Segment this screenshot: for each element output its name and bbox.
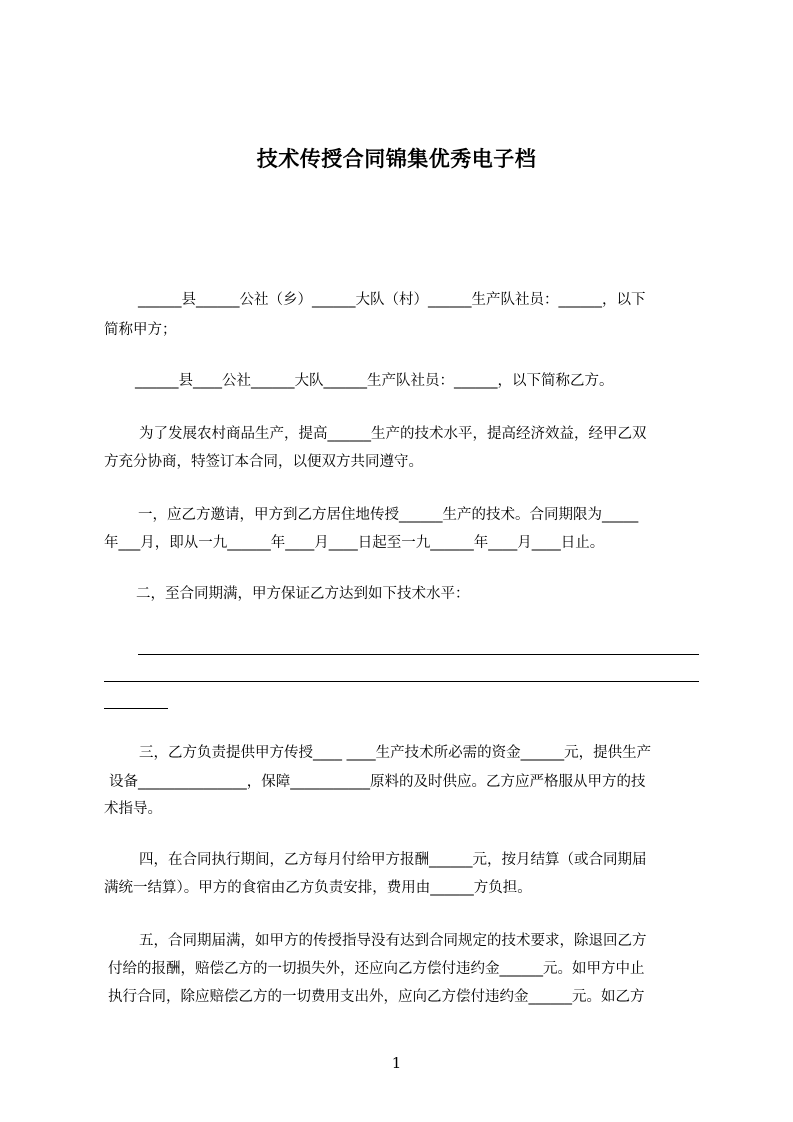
paragraph-6-line-1: 三，乙方负责提供甲方传授____ ____生产技术所必需的资金______元，提供生产 — [139, 745, 652, 761]
blank-fill-line-1 — [138, 654, 699, 655]
paragraph-8-line-3: 执行合同，除应赔偿乙方的一切费用支出外，应向乙方偿付违约金______元。如乙方 — [108, 989, 645, 1005]
document-title: 技术传授合同锦集优秀电子档 — [256, 147, 537, 171]
paragraph-7-line-2: 满统一结算）。甲方的食宿由乙方负责安排，费用由______方负担。 — [104, 880, 532, 896]
paragraph-5-line-1: 二，至合同期满，甲方保证乙方达到如下技术水平： — [136, 586, 470, 602]
paragraph-3-line-1: 为了发展农村商品生产，提高______生产的技术水平，提高经济效益，经甲乙双 — [139, 426, 647, 442]
paragraph-1-line-1: ______县______公社（乡）______大队（村）______生产队社员：______，以下 — [138, 292, 646, 308]
paragraph-6-line-2: 设备_______________，保障___________原料的及时供应。乙方应严格服从甲方的技 — [109, 774, 646, 790]
blank-fill-line-3 — [104, 708, 168, 709]
paragraph-6-line-3: 术指导。 — [104, 801, 162, 817]
paragraph-2-line-1: ______县____公社______大队______生产队社员：______，以下简称乙方。 — [135, 373, 614, 389]
paragraph-1-line-2: 简称甲方； — [104, 322, 177, 338]
paragraph-3-line-2: 方充分协商，特签订本合同，以便双方共同遵守。 — [104, 454, 423, 470]
paragraph-8-line-1: 五，合同期届满，如甲方的传授指导没有达到合同规定的技术要求，除退回乙方 — [139, 933, 647, 949]
paragraph-4-line-2: 年___月，即从一九______年____月____日起至一九______年____月____日止。 — [104, 535, 605, 551]
paragraph-8-line-2: 付给的报酬，赔偿乙方的一切损失外，还应向乙方偿付违约金______元。如甲方中止 — [108, 961, 645, 977]
paragraph-4-line-1: 一，应乙方邀请，甲方到乙方居住地传授______生产的技术。合同期限为_____ — [138, 507, 639, 523]
paragraph-7-line-1: 四，在合同执行期间，乙方每月付给甲方报酬______元，按月结算（或合同期届 — [139, 852, 647, 868]
page-number: 1 — [391, 1054, 402, 1072]
blank-fill-line-2 — [104, 681, 699, 682]
